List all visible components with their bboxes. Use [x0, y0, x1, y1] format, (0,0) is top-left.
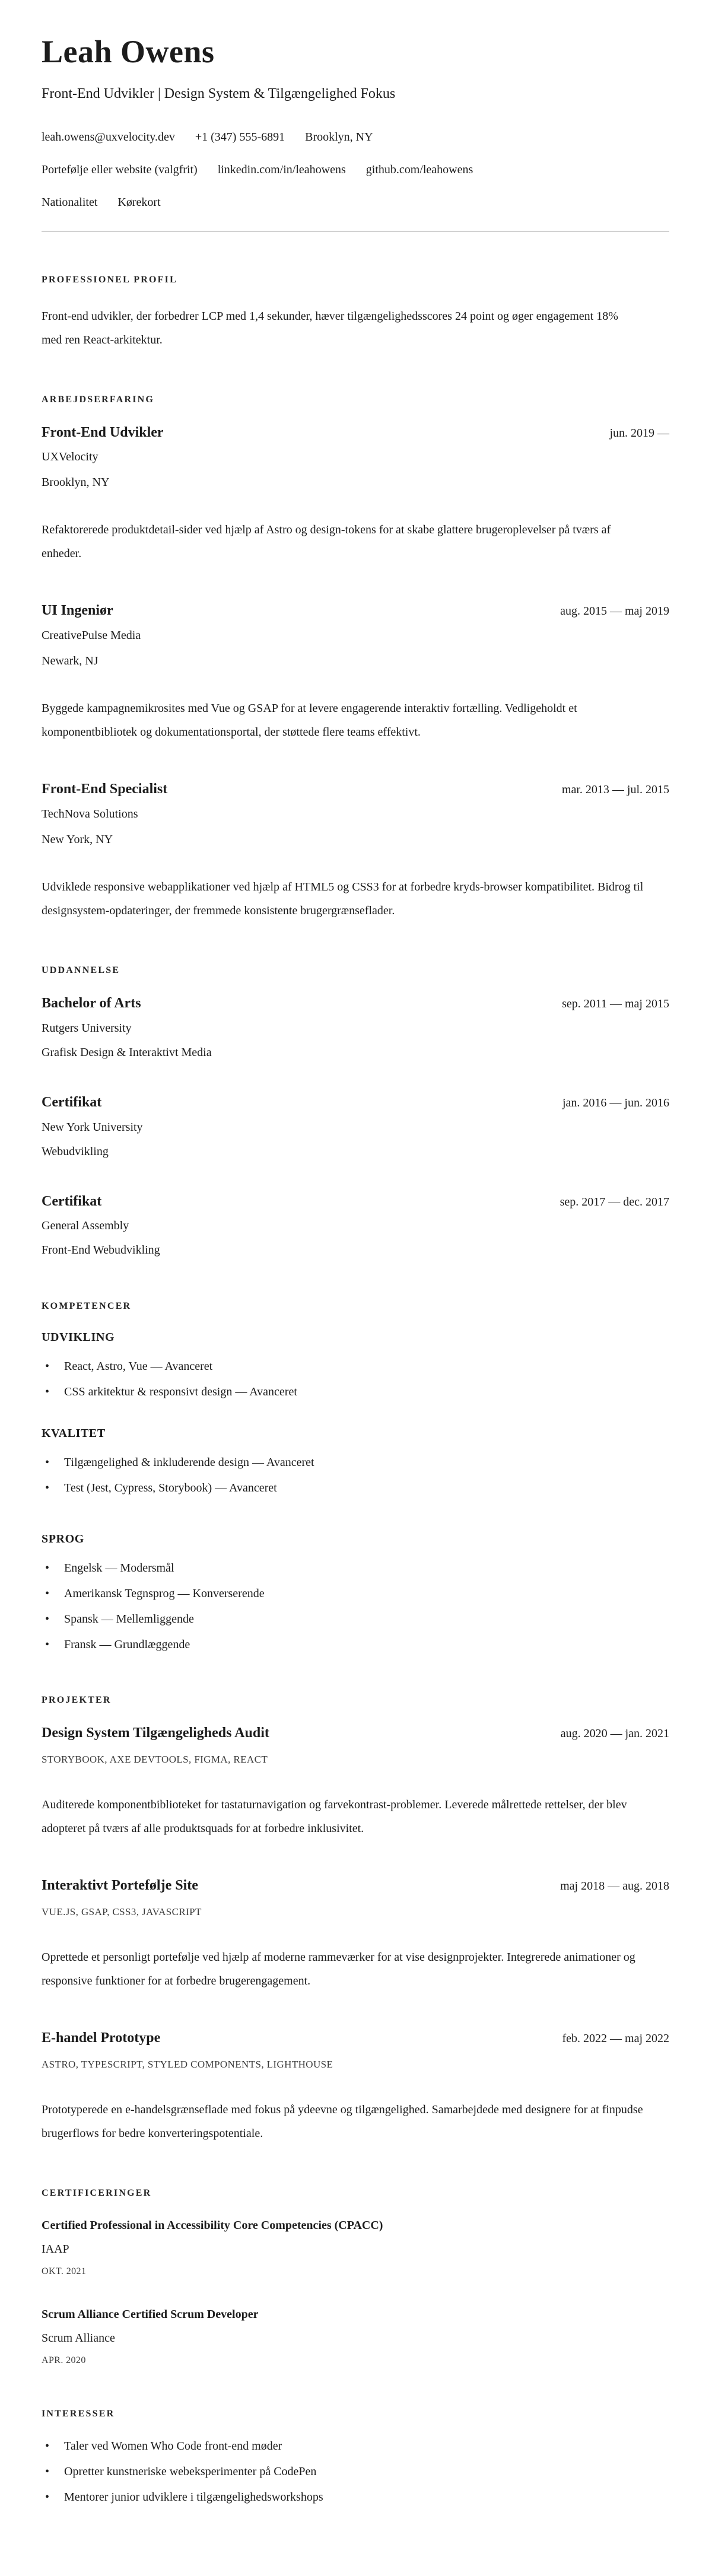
- certification-date: OKT. 2021: [42, 2266, 87, 2276]
- section-skills: [42, 1301, 669, 1652]
- section-interests: [42, 2409, 669, 2505]
- license-text: Kørekort: [117, 195, 161, 209]
- education-heading: UDDANNELSE: [42, 965, 120, 975]
- job-date: mar. 2013 — jul. 2015: [561, 783, 669, 797]
- job-date: jun. 2019 —: [609, 426, 669, 440]
- linkedin-text: linkedin.com/in/leahowens: [217, 163, 346, 176]
- education-entry: [42, 1193, 669, 1259]
- project-date: feb. 2022 — maj 2022: [562, 2031, 669, 2045]
- job-company: UXVelocity: [42, 450, 98, 464]
- education-date: sep. 2011 — maj 2015: [562, 997, 669, 1010]
- job-entry-head: [42, 781, 669, 798]
- project-stack: STORYBOOK, AXE DEVTOOLS, FIGMA, REACT: [42, 1754, 268, 1766]
- skill-group-development: [42, 1331, 669, 1400]
- job-location: New York, NY: [42, 832, 113, 846]
- project-entry-head: [42, 1877, 669, 1894]
- skill-item: • CSS arkitektur & responsivt design — Avanceret: [42, 1384, 669, 1400]
- project-title: Interaktivt Portefølje Site: [42, 1878, 198, 1894]
- education-date: jan. 2016 — jun. 2016: [562, 1096, 669, 1109]
- certification-date: APR. 2020: [42, 2355, 86, 2365]
- job-description: Udviklede responsive webapplikationer ved hjælp af HTML5 og CSS3 for at forbedre kryds-browser kompatibilitet. Bidrog til designsystem-opdateringer, der fremmede konsistente brugergrænseflader.: [42, 880, 644, 917]
- location-text: Brooklyn, NY: [305, 130, 373, 144]
- project-entry: [42, 1725, 669, 1840]
- github-text: github.com/leahowens: [365, 163, 473, 176]
- header-divider: [42, 231, 669, 232]
- language-item: • Amerikansk Tegnsprog — Konverserende: [42, 1586, 669, 1601]
- skill-group-languages: [42, 1532, 669, 1652]
- skills-heading: KOMPETENCER: [42, 1301, 132, 1312]
- certification-issuer: Scrum Alliance: [42, 2331, 115, 2345]
- job-company: TechNova Solutions: [42, 807, 138, 820]
- education-school: New York University: [42, 1120, 143, 1134]
- language-list: [42, 1560, 669, 1652]
- language-item: • Fransk — Grundlæggende: [42, 1637, 669, 1652]
- education-degree: Bachelor of Arts: [42, 995, 141, 1011]
- language-item: • Spansk — Mellemliggende: [42, 1611, 669, 1627]
- education-school: General Assembly: [42, 1219, 129, 1233]
- education-entry: [42, 1094, 669, 1160]
- education-degree: Certifikat: [42, 1094, 102, 1110]
- education-field: Front-End Webudvikling: [42, 1244, 160, 1257]
- job-title: Front-End Specialist: [42, 781, 168, 797]
- project-entry: [42, 1877, 669, 1993]
- project-title: Design System Tilgængeligheds Audit: [42, 1725, 269, 1741]
- profile-heading: PROFESSIONEL PROFIL: [42, 274, 177, 285]
- project-entry: [42, 2030, 669, 2145]
- project-description: Auditerede komponentbiblioteket for tastaturnavigation og farvekontrast-problemer. Leverede målrettede rettelser, der blev adopteret på tværs af alle produktsquads for at forbedre inklusivitet.: [42, 1798, 627, 1836]
- job-location: Brooklyn, NY: [42, 476, 110, 489]
- education-field: Webudvikling: [42, 1144, 109, 1158]
- skill-group-name: KVALITET: [42, 1427, 106, 1440]
- skill-list: [42, 1455, 669, 1496]
- education-date: sep. 2017 — dec. 2017: [560, 1195, 669, 1209]
- interest-list: [42, 2438, 669, 2505]
- section-certifications: [42, 2188, 669, 2366]
- certifications-heading: CERTIFICERINGER: [42, 2187, 152, 2198]
- project-description: Prototyperede en e-handelsgrænseflade med fokus på ydeevne og tilgængelighed. Samarbejdede med designere for at finpudse brugerflows for bedre konverteringspotentiale.: [42, 2103, 643, 2140]
- project-stack: ASTRO, TYPESCRIPT, STYLED COMPONENTS, LIGHTHOUSE: [42, 2058, 333, 2070]
- section-education: [42, 965, 669, 1258]
- skill-item: • React, Astro, Vue — Avanceret: [42, 1359, 669, 1374]
- job-description: Byggede kampagnemikrosites med Vue og GSAP for at levere engagerende interaktiv fortælling. Vedligeholdt et komponentbibliotek og dokumentationsportal, der støttede flere teams effektivt.: [42, 702, 577, 739]
- projects-heading: PROJEKTER: [42, 1695, 112, 1706]
- certification-entry: [42, 2307, 669, 2366]
- job-entry: [42, 781, 669, 923]
- job-entry: [42, 424, 669, 566]
- project-entry-head: [42, 2030, 669, 2047]
- education-field: Grafisk Design & Interaktivt Media: [42, 1045, 212, 1059]
- job-description: Refaktorerede produktdetail-sider ved hjælp af Astro og design-tokens for at skabe glattere brugeroplevelser på tværs af enheder.: [42, 523, 611, 561]
- section-profile: [42, 275, 669, 352]
- nationality-text: Nationalitet: [42, 195, 98, 209]
- profile-text: Front-end udvikler, der forbedrer LCP med 1,4 sekunder, hæver tilgængelighedsscores 24 point og øger engagement 18% med ren React-arkitektur.: [42, 309, 618, 346]
- email-text: leah.owens@uxvelocity.dev: [42, 130, 175, 144]
- education-entry-head: [42, 995, 669, 1012]
- experience-heading: ARBEJDSERFARING: [42, 394, 155, 405]
- education-entry-head: [42, 1193, 669, 1210]
- job-title: UI Ingeniør: [42, 603, 113, 619]
- job-title: Front-End Udvikler: [42, 424, 164, 440]
- resume-header: [42, 34, 669, 232]
- section-experience: [42, 395, 669, 923]
- certification-issuer: IAAP: [42, 2242, 69, 2256]
- skill-group-name: SPROG: [42, 1532, 84, 1546]
- interest-item: • Taler ved Women Who Code front-end møder: [42, 2438, 669, 2454]
- job-date: aug. 2015 — maj 2019: [560, 605, 669, 618]
- candidate-name: Leah Owens: [42, 34, 215, 69]
- project-title: E-handel Prototype: [42, 2030, 161, 2046]
- section-projects: [42, 1695, 669, 2145]
- skill-group-quality: [42, 1427, 669, 1496]
- project-description: Oprettede et personligt portefølje ved hjælp af moderne rammeværker for at vise designprojekter. Integrerede animationer og responsive funktioner for at forbedre brugerengagement.: [42, 1950, 635, 1987]
- education-school: Rutgers University: [42, 1021, 132, 1035]
- phone-text: +1 (347) 555-6891: [195, 130, 285, 144]
- interest-item: • Mentorer junior udviklere i tilgængelighedsworkshops: [42, 2489, 669, 2505]
- skill-group-name: UDVIKLING: [42, 1331, 115, 1344]
- job-company: CreativePulse Media: [42, 629, 141, 643]
- job-entry: [42, 602, 669, 744]
- job-entry-head: [42, 424, 669, 441]
- project-date: maj 2018 — aug. 2018: [560, 1879, 669, 1893]
- skill-item: • Test (Jest, Cypress, Storybook) — Avanceret: [42, 1480, 669, 1496]
- candidate-title: Front-End Udvikler | Design System & Tilgængelighed Fokus: [42, 86, 396, 102]
- contact-row-misc: [42, 194, 669, 211]
- website-text: Portefølje eller website (valgfrit): [42, 163, 198, 176]
- skill-list: [42, 1359, 669, 1400]
- project-entry-head: [42, 1725, 669, 1742]
- job-entry-head: [42, 602, 669, 619]
- language-item: • Engelsk — Modersmål: [42, 1560, 669, 1576]
- certification-entry: [42, 2218, 669, 2277]
- job-location: Newark, NJ: [42, 654, 98, 668]
- certification-name: Certified Professional in Accessibility Core Competencies (CPACC): [42, 2218, 383, 2232]
- skill-item: • Tilgængelighed & inkluderende design — Avanceret: [42, 1455, 669, 1470]
- interests-heading: INTERESSER: [42, 2408, 115, 2419]
- interest-item: • Opretter kunstneriske webeksperimenter på CodePen: [42, 2464, 669, 2479]
- education-entry: [42, 995, 669, 1061]
- certification-name: Scrum Alliance Certified Scrum Developer: [42, 2307, 259, 2321]
- project-stack: VUE.JS, GSAP, CSS3, JAVASCRIPT: [42, 1906, 202, 1917]
- contact-row-links: [42, 161, 669, 178]
- project-date: aug. 2020 — jan. 2021: [560, 1727, 669, 1741]
- education-entry-head: [42, 1094, 669, 1111]
- contact-row-primary: [42, 129, 669, 145]
- education-degree: Certifikat: [42, 1193, 102, 1209]
